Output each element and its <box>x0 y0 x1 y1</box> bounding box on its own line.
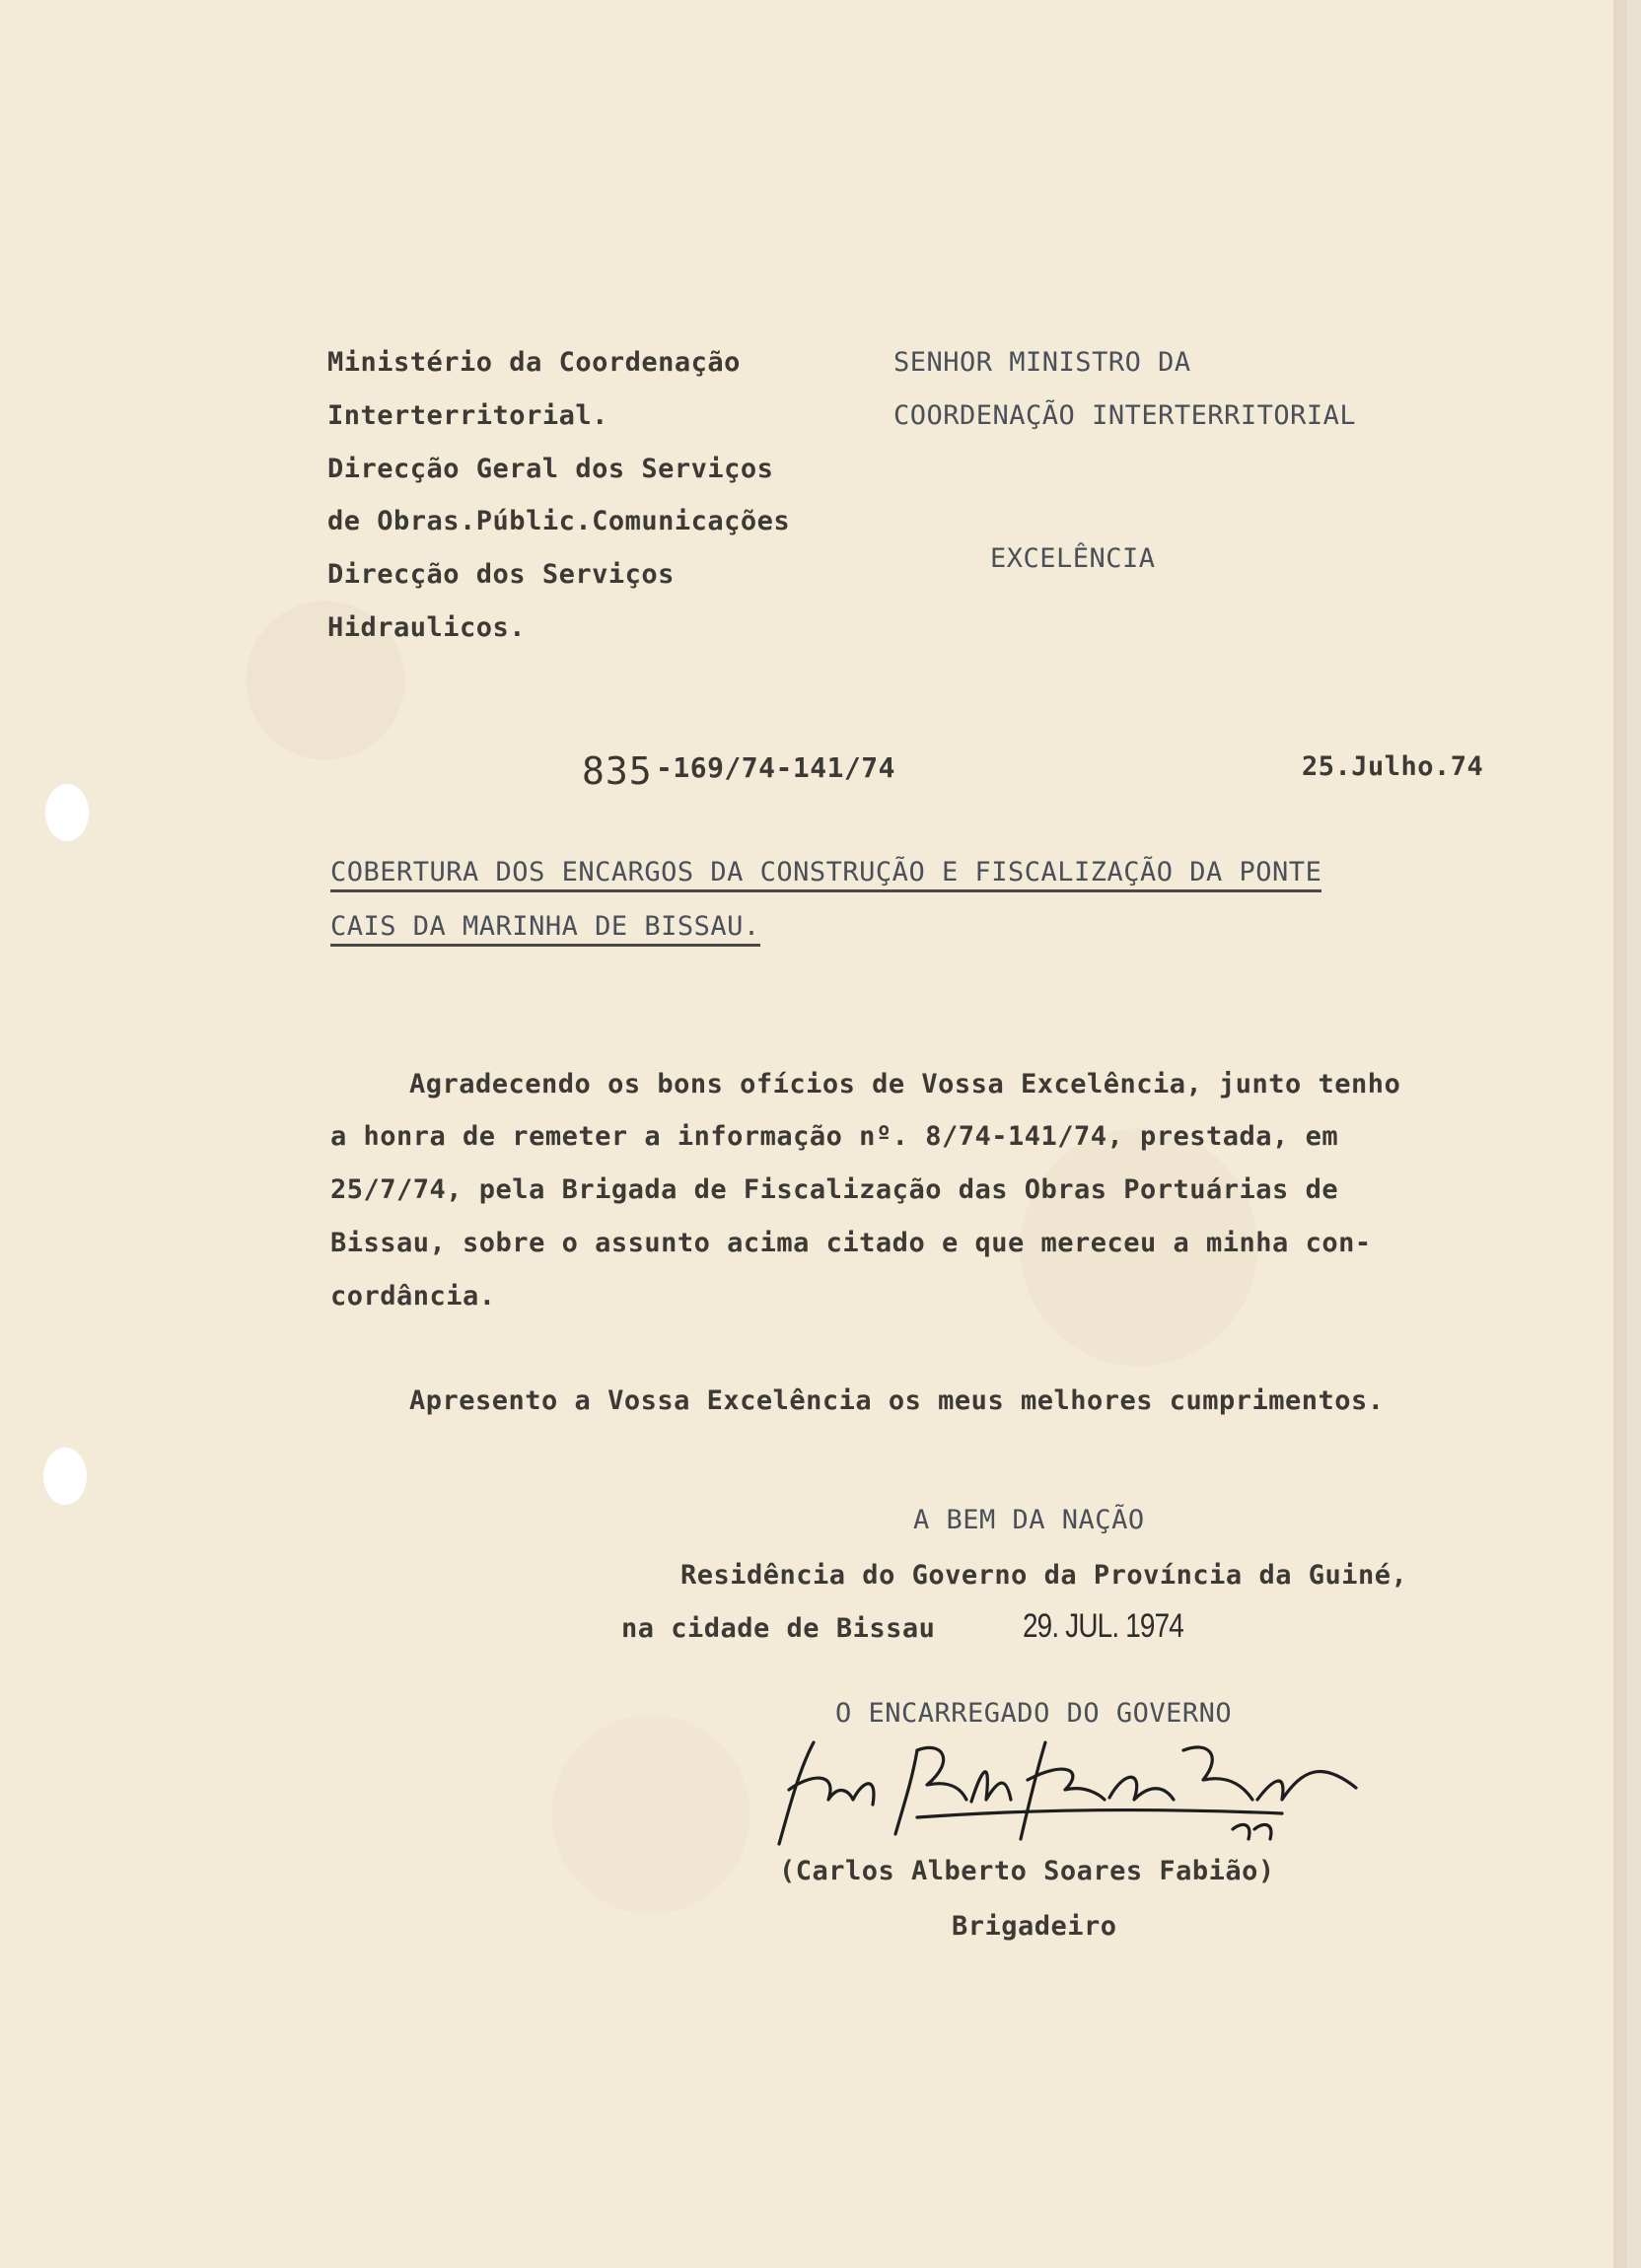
subject-line-2-text: CAIS DA MARINHA DE BISSAU. <box>330 911 760 947</box>
page-edge <box>1613 0 1627 2268</box>
sender-line-3: Direcção Geral dos Serviços <box>327 454 774 484</box>
recipient-line-1: SENHOR MINISTRO DA <box>893 347 1191 378</box>
reference-date: 25.Julho.74 <box>1302 751 1484 782</box>
recipient-line-2: COORDENAÇÃO INTERTERRITORIAL <box>893 400 1357 431</box>
punch-hole-top <box>45 784 89 841</box>
signature <box>769 1731 1371 1854</box>
punch-hole-bottom <box>43 1448 87 1505</box>
closing-date-stamp: 29. JUL. 1974 <box>1023 1607 1183 1645</box>
body-line-2: a honra de remeter a informação nº. 8/74-141/74, prestada, em <box>330 1121 1339 1152</box>
body-line-1: Agradecendo os bons ofícios de Vossa Excelência, junto tenho <box>409 1069 1401 1099</box>
subject-line-1 <box>330 857 1321 887</box>
body-line-4: Bissau, sobre o assunto acima citado e que mereceu a minha con- <box>330 1228 1372 1258</box>
sender-line-4: de Obras.Públic.Comunicações <box>327 506 791 536</box>
closing-motto: A BEM DA NAÇÃO <box>913 1505 1145 1535</box>
reference-stamp-number: 835 <box>582 749 653 793</box>
sender-line-6: Hidraulicos. <box>327 612 527 643</box>
closing-role: O ENCARREGADO DO GOVERNO <box>835 1698 1233 1729</box>
closing-place-line-1: Residência do Governo da Província da Guiné, <box>680 1560 1408 1591</box>
sender-line-5: Direcção dos Serviços <box>327 559 675 590</box>
sender-line-1: Ministério da Coordenação <box>327 347 741 378</box>
reference-number: -169/74-141/74 <box>656 751 896 784</box>
signatory-name: (Carlos Alberto Soares Fabião) <box>779 1856 1275 1886</box>
subject-line-2 <box>330 911 760 942</box>
sender-line-2: Interterritorial. <box>327 400 608 431</box>
subject-line-1-text: COBERTURA DOS ENCARGOS DA CONSTRUÇÃO E FISCALIZAÇÃO DA PONTE <box>330 857 1321 892</box>
body-line-5: cordância. <box>330 1281 496 1311</box>
body-line-3: 25/7/74, pela Brigada de Fiscalização das Obras Portuárias de <box>330 1174 1339 1205</box>
signatory-rank: Brigadeiro <box>952 1911 1117 1942</box>
closing-place-line-2: na cidade de Bissau <box>621 1613 936 1644</box>
recipient-salutation: EXCELÊNCIA <box>990 543 1156 574</box>
body-paragraph-2: Apresento a Vossa Excelência os meus melhores cumprimentos. <box>409 1385 1385 1416</box>
